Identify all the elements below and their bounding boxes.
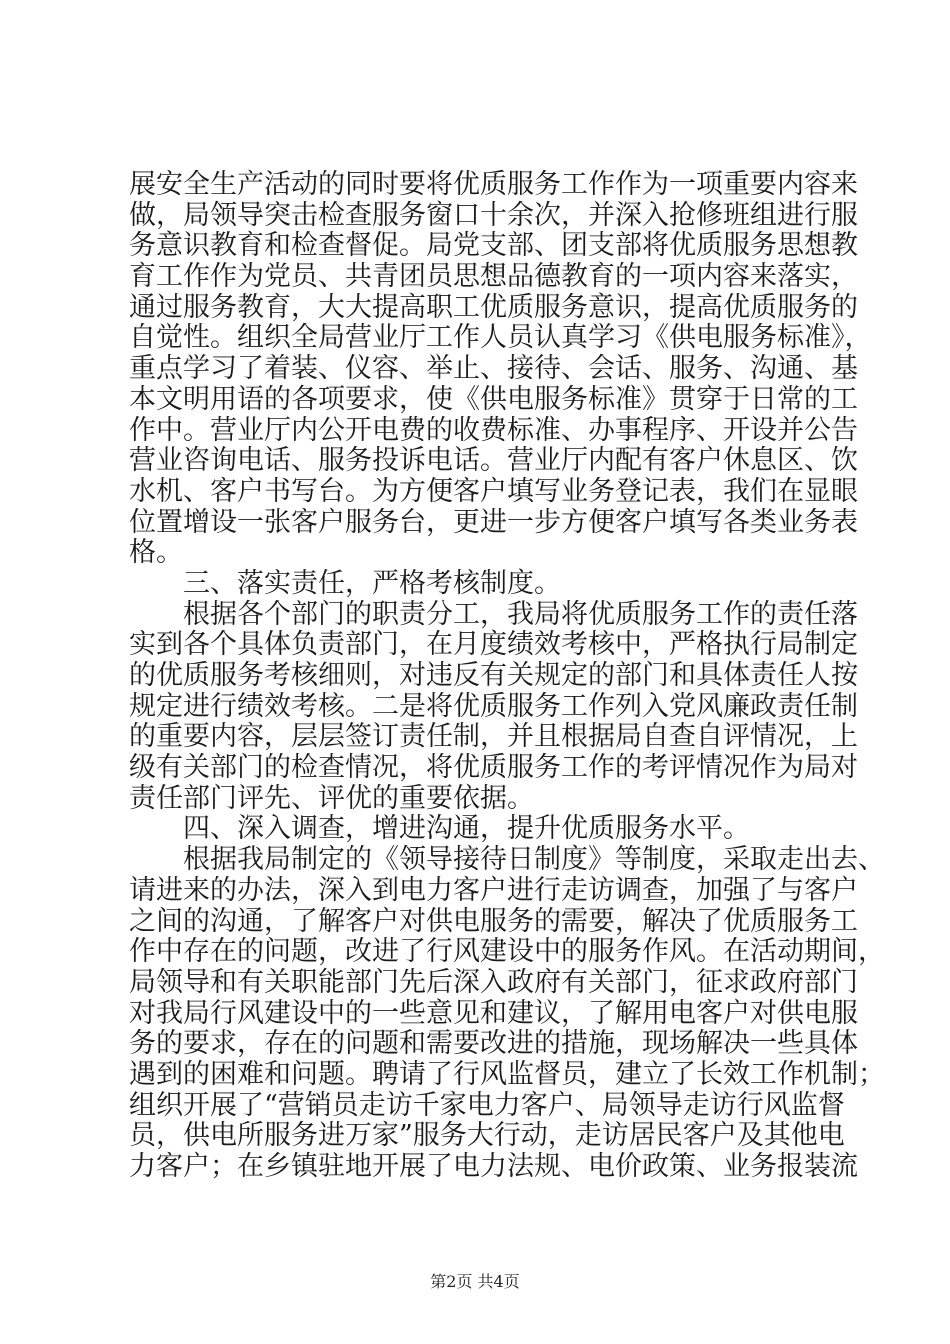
text-line: 根据各个部门的职责分工，我局将优质服务工作的责任落 <box>183 598 858 630</box>
text-line: 员，供电所服务进万家”服务大行动，走访居民客户及其他电 <box>129 1120 845 1152</box>
text-line: 根据我局制定的《领导接待日制度》等制度，采取走出去、 <box>183 844 885 876</box>
text-line: 遇到的困难和问题。聘请了行风监督员，建立了长效工作机制； <box>129 1058 885 1090</box>
text-line: 的优质服务考核细则，对违反有关规定的部门和具体责任人按 <box>129 660 858 691</box>
text-line: 本文明用语的各项要求，使《供电服务标准》贯穿于日常的工 <box>129 383 858 415</box>
text-line: 营业咨询电话、服务投诉电话。营业厅内配有客户休息区、饮 <box>129 445 858 477</box>
text-line: 三、落实责任，严格考核制度。 <box>183 567 561 599</box>
text-line: 的重要内容，层层签订责任制，并且根据局自查自评情况，上 <box>129 721 858 753</box>
text-line: 四、深入调查，增进沟通，提升优质服务水平。 <box>183 813 750 845</box>
text-line: 育工作作为党员、共青团员思想品德教育的一项内容来落实， <box>129 261 858 293</box>
text-line: 自觉性。组织全局营业厅工作人员认真学习《供电服务标准》， <box>129 322 872 354</box>
text-line: 组织开展了“营销员走访千家电力客户、局领导走访行风监督 <box>129 1089 845 1121</box>
text-line: 格。 <box>129 537 183 569</box>
text-line: 级有关部门的检查情况，将优质服务工作的考评情况作为局对 <box>129 752 858 784</box>
text-line: 之间的沟通，了解客户对供电服务的需要，解决了优质服务工 <box>129 905 858 937</box>
text-line: 作中。营业厅内公开电费的收费标准、办事程序、开设并公告 <box>129 414 858 446</box>
text-line: 重点学习了着装、仪容、举止、接待、会话、服务、沟通、基 <box>129 353 858 385</box>
text-line: 水机、客户书写台。为方便客户填写业务登记表，我们在显眼 <box>129 475 858 507</box>
text-line: 请进来的办法，深入到电力客户进行走访调查，加强了与客户 <box>129 874 858 906</box>
text-line: 规定进行绩效考核。二是将优质服务工作列入党风廉政责任制 <box>129 690 858 722</box>
text-line: 力客户；在乡镇驻地开展了电力法规、电价政策、业务报装流 <box>129 1151 858 1182</box>
text-line: 局领导和有关职能部门先后深入政府有关部门，征求政府部门 <box>129 966 858 998</box>
page-number-footer: 第2页 共4页 <box>430 1272 520 1291</box>
text-line: 实到各个具体负责部门，在月度绩效考核中，严格执行局制定 <box>129 629 858 661</box>
text-line: 通过服务教育，大大提高职工优质服务意识，提高优质服务的 <box>129 291 858 323</box>
text-line: 位置增设一张客户服务台，更进一步方便客户填写各类业务表 <box>129 506 858 538</box>
text-line: 做，局领导突击检查服务窗口十余次，并深入抢修班组进行服 <box>129 199 858 231</box>
text-line: 责任部门评先、评优的重要依据。 <box>129 782 534 814</box>
text-line: 务意识教育和检查督促。局党支部、团支部将优质服务思想教 <box>129 230 858 262</box>
text-line: 对我局行风建设中的一些意见和建议，了解用电客户对供电服 <box>129 997 858 1029</box>
text-line: 务的要求，存在的问题和需要改进的措施，现场解决一些具体 <box>129 1028 858 1060</box>
text-line: 作中存在的问题，改进了行风建设中的服务作风。在活动期间， <box>129 936 885 968</box>
body-text <box>129 169 885 1183</box>
text-line: 展安全生产活动的同时要将优质服务工作作为一项重要内容来 <box>129 169 858 200</box>
